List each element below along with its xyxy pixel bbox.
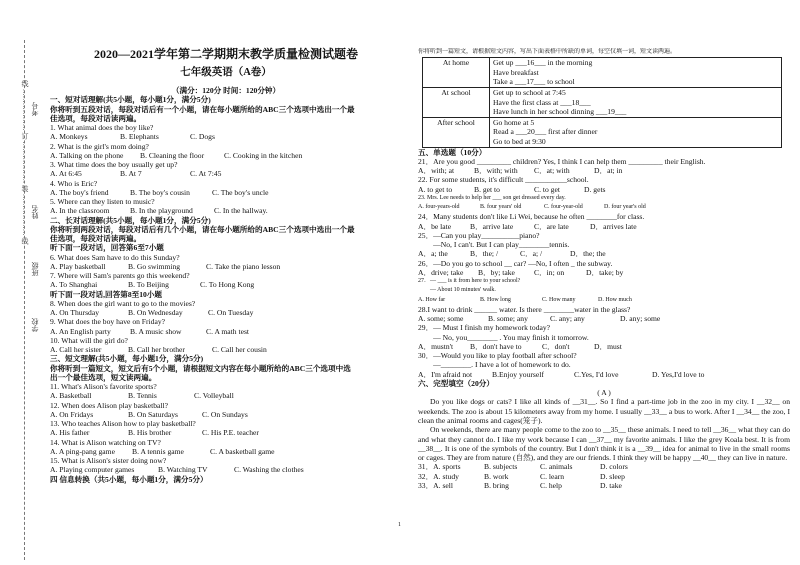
section4-intro: 你将听到一篇短文，请根据短文内容，写出下面表格中所缺的单词，每空仅填一词，短文读两遍。 <box>418 49 677 55</box>
question-text: 26．—Do you go to school __ car? —No, I often _ the subway. <box>418 258 613 268</box>
option-text: B. A music show <box>130 326 182 336</box>
option-text: A. some; some <box>418 314 464 324</box>
option-text: B. Tennis <box>128 391 157 401</box>
option-text: C. At 7:45 <box>190 169 222 179</box>
option-text: D．must <box>594 341 622 351</box>
option-text: C. Call her cousin <box>212 345 267 354</box>
option-row <box>418 249 790 258</box>
schedule-line: Go home at 5 <box>493 117 535 127</box>
cloze-passage-paragraph-1: Do you like dogs or cats? I like all kinds of __31__. So I find a part-time job in the zoo in my city. I __32__ on weekends. The zoo is about 15 kilometers away from my home. I usually __33__ a bus to work. After I __34__ the zoo, I clean the animal rooms and cages(笼子). <box>418 397 790 425</box>
option-text: B．by; take <box>478 267 515 277</box>
page-subtitle: 七年级英语（A卷） <box>180 67 272 78</box>
option-text: C. to get <box>534 184 560 194</box>
section-heading: 一、短对话理解(共5小题，每小题1分，满分5分) <box>50 95 211 105</box>
option-text: B. four years' old <box>480 204 522 211</box>
option-text: A. At 6:45 <box>50 169 82 179</box>
section-heading: 你将听到五段对话，每段对话后有一个小题，请在每小题所给的ABC三个选项中选出一个最 <box>50 104 355 114</box>
option-text: A. How far <box>418 296 446 303</box>
section-heading: 佳选项，每段对话读两遍。 <box>50 113 142 123</box>
option-text: B. His brother <box>128 428 172 438</box>
option-text: C.Yes, I'd love <box>574 369 619 379</box>
option-text: C．are late <box>534 221 569 231</box>
option-text: C. How many <box>542 296 576 303</box>
option-text: A. Monkeys <box>50 132 88 142</box>
option-text: A. Talking on the phone <box>50 150 124 160</box>
option-row <box>50 465 402 474</box>
question-text: 23. Mrs. Lee needs to help her ___ son get dressed every day. <box>418 194 566 201</box>
question-text: 27．— ___ is it from here to your school? <box>418 278 521 285</box>
question-text: 21．Are you good _________ children? Yes, I think I can help them _________ their English. <box>418 156 706 166</box>
option-text: A．be late <box>418 221 452 231</box>
right-questions <box>418 148 790 398</box>
option-text: A. Basketball <box>50 391 92 401</box>
option-row <box>418 222 790 231</box>
question-text: 7. Where will Sam's parents go this weekend? <box>50 271 190 280</box>
question-text: 11. What's Alison's favorite sports? <box>50 382 157 391</box>
option-text: B．with; with <box>474 166 518 176</box>
option-text: A. To Shanghai <box>50 280 98 290</box>
option-text: D．arrives late <box>590 221 637 231</box>
option-text: B. In the playground <box>130 206 193 216</box>
option-text: D. sleep <box>600 471 625 481</box>
option-row <box>418 481 790 490</box>
page-number: 1 <box>398 522 401 528</box>
option-row <box>418 185 790 194</box>
option-text: A. four-years-old <box>418 204 460 211</box>
option-text: C. Cooking in the kitchen <box>224 150 303 160</box>
schedule-row <box>423 58 782 88</box>
question-text: 2. What is the girl's mom doing? <box>50 141 149 151</box>
option-text: D．take; by <box>586 267 624 277</box>
option-text: D. four year's old <box>604 204 646 211</box>
option-row <box>50 308 402 317</box>
option-text: B. bring <box>484 480 509 490</box>
option-text: B. A tennis game <box>132 446 184 456</box>
section-heading: 你将听到两段对话，每段对话后有几个小题，请在每小题所给的ABC三个选项中选出一个最 <box>50 224 355 234</box>
option-text: A. The boy's friend <box>50 187 109 197</box>
option-text: C. To Hong Kong <box>200 280 255 290</box>
section-heading: 佳选项，每段对话读两遍。 <box>50 234 142 243</box>
question-text: 9. What does the boy have on Friday? <box>50 317 166 327</box>
option-text: A. A ping-pang game <box>50 446 115 456</box>
option-row <box>50 447 402 456</box>
option-row <box>418 370 790 379</box>
question-text: 6. What does Sam have to do this Sunday? <box>50 252 180 262</box>
option-row <box>50 280 402 289</box>
option-text: B. How long <box>480 296 511 303</box>
option-text: B. work <box>484 471 509 481</box>
schedule-line: Read a ___20___ first after dinner <box>493 127 598 137</box>
option-text: C. The boy's uncle <box>212 187 269 197</box>
option-text: A．with; at <box>418 166 455 176</box>
option-text: B. On Saturdays <box>128 409 178 419</box>
option-text: 33．A. sell <box>418 480 454 490</box>
question-text: 25．—Can you play__________piano? <box>418 230 540 240</box>
question-text: 24．Many students don't like Li Wei, because he often ________for class. <box>418 212 645 222</box>
option-text: 31．A. sports <box>418 462 461 472</box>
option-text: B. subjects <box>484 462 518 472</box>
schedule-row <box>423 117 782 147</box>
exam-meta: （满分：120分 时间：120分钟） <box>171 86 281 95</box>
option-text: C. In the hallway. <box>214 206 268 216</box>
question-text: 30．—Would you like to play football after school? <box>418 351 577 361</box>
schedule-line: Have lunch in her school dinning ___19___ <box>493 107 627 117</box>
option-row <box>50 428 402 437</box>
option-row <box>50 151 402 160</box>
option-row <box>418 203 790 212</box>
page-title: 2020—2021学年第二学期期末教学质量检测试题卷 <box>93 47 358 61</box>
option-text: B. The boy's cousin <box>130 187 190 197</box>
name-label: 姓名 <box>31 205 39 219</box>
option-text: C. On Tuesday <box>208 308 254 317</box>
option-row <box>50 391 402 400</box>
option-text: C. help <box>540 480 562 490</box>
question-text: 12. When does Alison play basketball? <box>50 400 168 410</box>
question-text: — About 10 minutes' walk. <box>418 287 496 294</box>
binding-margin <box>0 0 48 565</box>
option-text: D. any; some <box>620 314 661 324</box>
section-heading: 听下面一段对话，回答第6至7小题 <box>50 243 164 253</box>
question-text: ( A ) <box>597 388 611 398</box>
option-text: B. On Wednesday <box>128 308 183 317</box>
schedule-table <box>422 57 782 147</box>
option-text: A．a; the <box>418 249 448 259</box>
option-text: C. Take the piano lesson <box>206 261 281 271</box>
schedule-line: Have the first class at ___18___ <box>493 97 591 107</box>
option-text: C. Washing the clothes <box>234 465 304 475</box>
option-text: A. In the classroom <box>50 206 110 216</box>
option-text: B. Cleaning the floor <box>140 150 205 160</box>
option-text: A. Call her sister <box>50 345 102 354</box>
option-text: C. His P.E. teacher <box>202 428 259 438</box>
exam-number-label: 考号 <box>31 102 39 116</box>
schedule-label: After school <box>423 117 490 147</box>
section-heading: 五、单选题（10分） <box>418 147 487 157</box>
question-text: 5. Where can they listen to music? <box>50 197 155 206</box>
option-text: A. An English party <box>50 326 111 336</box>
schedule-row <box>423 88 782 118</box>
option-text: A. On Thursday <box>50 308 100 317</box>
question-text: 3. What time does the boy usually get up? <box>50 160 178 169</box>
option-text: B. Call her brother <box>128 345 185 354</box>
section-heading: 三、短文理解(共5小题，每小题1分，满分5分) <box>50 354 204 364</box>
option-row <box>418 314 790 323</box>
option-text: A. Playing computer games <box>50 465 135 475</box>
option-text: C．don't <box>542 341 570 351</box>
option-text: A．I'm afraid not <box>418 369 473 379</box>
option-row <box>50 410 402 419</box>
schedule-line: Get up ___16___ in the morning <box>493 58 593 68</box>
option-text: D．at; in <box>594 166 623 176</box>
section-heading: 六、完型填空（20分） <box>418 378 494 388</box>
option-text: D. colors <box>600 462 628 472</box>
option-text: C. learn <box>540 471 565 481</box>
schedule-line: Go to bed at 9:30 <box>493 137 546 146</box>
option-row <box>50 327 402 336</box>
schedule-line: Have breakfast <box>493 67 539 77</box>
schedule-cell <box>490 58 782 88</box>
question-text: 4. Who is Eric? <box>50 178 98 188</box>
option-text: B. get to <box>474 184 500 194</box>
schedule-line: Take a ___17___ to school <box>493 77 575 87</box>
question-text: 1. What animal does the boy like? <box>50 123 154 132</box>
schedule-line: Get up to school at 7:45 <box>493 88 566 98</box>
question-text: — No, you________ . You may finish it tomorrow. <box>418 332 589 342</box>
schedule-cell <box>490 117 782 147</box>
option-text: B．arrive late <box>470 221 514 231</box>
question-text: 14. What is Alison watching on TV? <box>50 437 161 447</box>
option-row <box>418 472 790 481</box>
right-column <box>418 0 790 490</box>
option-text: A．mustn't <box>418 341 454 351</box>
option-text: C. A math test <box>206 326 250 336</box>
option-text: B. At 7 <box>120 169 142 179</box>
option-text: C．in; on <box>534 267 565 277</box>
option-text: C．a; / <box>520 249 543 259</box>
section-heading: 四 信息转换（共5小题，每小题1分，满分5分） <box>50 474 208 484</box>
option-text: A. His father <box>50 428 90 438</box>
option-text: B. Watching TV <box>158 465 208 475</box>
question-text: 28.I want to drink ______ water. Is there ________water in the glass? <box>418 304 631 314</box>
option-text: C. Dogs <box>190 132 215 142</box>
option-text: C. four-year-old <box>544 204 583 211</box>
option-text: B．the; / <box>470 249 499 259</box>
option-row <box>418 462 790 471</box>
option-row <box>418 166 790 175</box>
option-text: D. Yes,I'd love to <box>652 369 705 379</box>
option-text: B. Go swimming <box>128 261 181 271</box>
question-text: 13. Who teaches Alison how to play basketball? <box>50 419 196 428</box>
option-row <box>50 345 402 354</box>
question-text: 15. What is Alison's sister doing now? <box>50 456 167 465</box>
class-label: 班级 <box>31 262 39 276</box>
option-row <box>418 268 790 277</box>
question-text: —________. I have a lot of homework to do. <box>418 360 571 370</box>
option-text: C. On Sundays <box>202 409 248 419</box>
option-text: A．drive; take <box>418 267 464 277</box>
left-questions <box>50 95 402 484</box>
section-heading: 听下面一段对话,回答第8至10小题 <box>50 289 163 299</box>
section-heading: 出一个最佳选项，短文读两遍。 <box>50 372 157 382</box>
option-text: B．don't have to <box>470 341 522 351</box>
option-row <box>50 188 402 197</box>
option-text: B. Elephants <box>120 132 159 142</box>
option-row <box>50 132 402 141</box>
left-column <box>50 0 402 484</box>
question-text: 10. What will the girl do? <box>50 335 128 345</box>
school-label: 学校 <box>31 318 39 332</box>
option-text: B.Enjoy yourself <box>492 369 544 379</box>
option-text: D．the; the <box>570 249 606 259</box>
option-row <box>418 296 790 305</box>
option-text: 32．A. study <box>418 471 459 481</box>
section-heading: 二、长对话理解(共5小题，每小题1分，满分5分) <box>50 215 211 225</box>
schedule-cell <box>490 88 782 118</box>
binding-dash-text: 线 ……………… 订 ……………… 装 ……………… 线 <box>21 80 29 245</box>
option-text: B. some; any <box>488 314 528 324</box>
question-text: —No, I can't. But I can play________tennis. <box>418 240 570 250</box>
option-text: A. Play basketball <box>50 261 106 271</box>
option-text: A. On Fridays <box>50 409 94 419</box>
option-row <box>50 262 402 271</box>
option-text: D. How much <box>598 296 632 303</box>
option-row <box>50 169 402 178</box>
option-text: C. A basketball game <box>210 446 275 456</box>
option-text: C．at; with <box>534 166 570 176</box>
option-text: A. to get to <box>418 184 453 194</box>
cloze-passage-paragraph-2: On weekends, there are many people come to the zoo to __35__ these animals. I need to tell __36__ what they can do and what they cannot do. I like my work because I can __37__ my favorite animals. I like the grey Koala best. It is from __38__. It is one of the symbols of the country. But I don't think it is a __39__ idea for animal to live in the small rooms or cages. They are from nature (自然), and they are our friends. I think they will be happy __40__ they can live in nature. <box>418 425 790 463</box>
schedule-label: At home <box>423 58 490 88</box>
cloze-options <box>418 462 790 490</box>
question-text: 29．— Must I finish my homework today? <box>418 323 551 333</box>
question-text: 8. When does the girl want to go to the movies? <box>50 298 196 308</box>
option-text: B. To Beijing <box>128 280 169 290</box>
schedule-label: At school <box>423 88 490 118</box>
section-heading: 你将听到一篇短文，短文后有5个小题，请根据短文内容在每小题所给的ABC三个选项中选 <box>50 363 351 373</box>
option-text: D. take <box>600 480 622 490</box>
option-text: C. animals <box>540 462 573 472</box>
option-text: C. any; any <box>550 314 585 324</box>
option-row <box>50 206 402 215</box>
option-row <box>418 342 790 351</box>
option-text: C. Volleyball <box>194 391 234 401</box>
option-text: D. gets <box>584 184 606 194</box>
question-text: 22. For some students, it's difficult ___________school. <box>418 175 589 185</box>
